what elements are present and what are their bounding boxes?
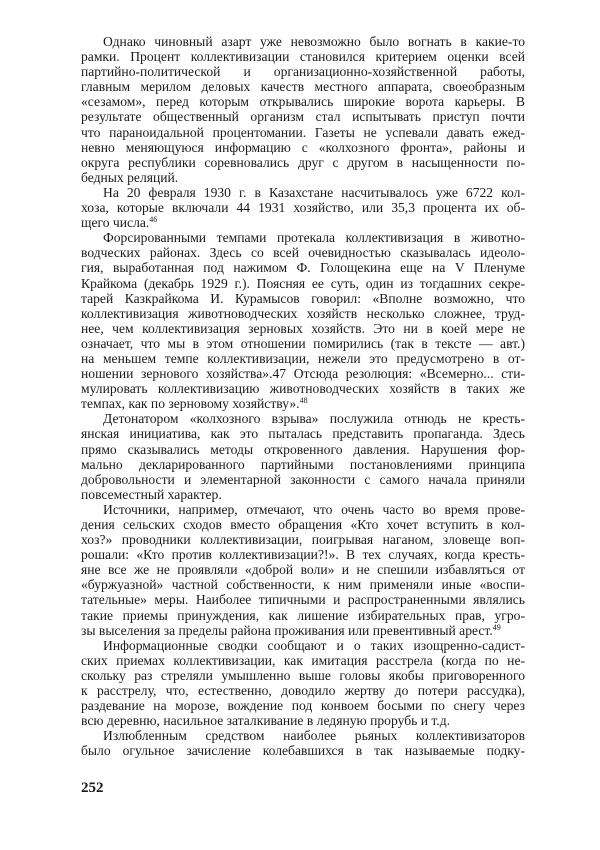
text-line xyxy=(81,502,525,517)
text-line-content: Излюбленным средством наиболее рьяных коллективизаторов xyxy=(103,728,525,744)
text-line-content: щего числа. xyxy=(81,215,150,231)
text-line xyxy=(81,366,525,381)
page-number: 252 xyxy=(81,780,104,796)
text-line-content: На 20 февраля 1930 г. в Казахстане насчитывалось уже 6722 кол- xyxy=(103,184,525,200)
text-line xyxy=(81,200,525,215)
text-line xyxy=(81,34,525,49)
text-line xyxy=(81,426,525,441)
text-line-content: Крайкома (декабрь 1929 г.). Поясняя ее суть, один из тогдашних секре- xyxy=(81,275,525,291)
text-line-content: янская инициатива, как это пыталась представить пропаганда. Здесь xyxy=(81,426,525,442)
text-line-content: на меньшем темпе коллективизации, нежели это предусмотрено в от- xyxy=(81,350,525,366)
text-line-content: Форсированными темпами протекала коллективизация в животно- xyxy=(103,230,525,246)
footnote-reference: 49 xyxy=(492,622,501,632)
text-line xyxy=(81,577,525,592)
text-line xyxy=(81,442,525,457)
text-line-content: что параноидальной процентомании. Газеты не успевали давать ежед- xyxy=(81,124,525,140)
text-line-content: результате общественный организм стал испытывать приступ почти xyxy=(81,109,525,125)
text-line xyxy=(81,713,525,728)
text-line-content: невно меняющуюся информацию с «колхозного фронта», районы и xyxy=(81,139,525,155)
text-line xyxy=(81,517,525,532)
text-line-content: главным мерилом деловых качеств местного аппарата, своеобразным xyxy=(81,79,525,95)
text-line-content: зы выселения за пределы района проживания или превентивный арест. xyxy=(81,622,493,638)
text-line xyxy=(81,230,525,245)
text-line xyxy=(81,743,525,758)
text-line-content: дения сельских сходов вместо обращения «Кто хочет вступить в кол- xyxy=(81,517,525,532)
text-line xyxy=(81,170,525,185)
text-line xyxy=(81,623,525,638)
text-line-content: Однако чиновный азарт уже невозможно было вогнать в какие-то xyxy=(103,34,525,49)
text-line-content: прямо сказывались методы откровенного давления. Нарушения фор- xyxy=(81,441,525,457)
text-line-content: тарей Казкрайкома И. Курамысов говорил: «Вполне возможно, что xyxy=(81,290,525,306)
text-line xyxy=(81,260,525,275)
text-line xyxy=(81,185,525,200)
text-line xyxy=(81,64,525,79)
text-line xyxy=(81,487,525,502)
text-line xyxy=(81,698,525,713)
text-line xyxy=(81,457,525,472)
text-line-content: партийно-политической и организационно-хозяйственной работы, xyxy=(81,64,525,80)
text-line-content: нее, чем коллективизация зерновых хозяйств. Это ни в коей мере не xyxy=(81,320,525,336)
text-line xyxy=(81,49,525,64)
text-line xyxy=(81,155,525,170)
text-line xyxy=(81,728,525,743)
text-line xyxy=(81,109,525,124)
text-line-content: коллективизация животноводческих хозяйств несколько сложнее, труд- xyxy=(81,305,525,321)
text-line-content: к расстрелу, что, естественно, доводило жертву до потери рассудка), xyxy=(81,683,525,699)
text-line xyxy=(81,653,525,668)
text-line xyxy=(81,608,525,623)
text-line xyxy=(81,94,525,109)
text-line-content: повсеместный характер. xyxy=(81,486,222,502)
text-line-content: гия, выработанная под нажимом Ф. Голощекина еще на V Пленуме xyxy=(81,260,525,276)
text-line-content: бедных реляций. xyxy=(81,169,179,185)
text-line-content: такие приемы принуждения, как лишение избирательных прав, угро- xyxy=(81,607,525,623)
text-line xyxy=(81,638,525,653)
text-line xyxy=(81,668,525,683)
text-line-content: мулировать коллективизацию животноводческих хозяйств в таких же xyxy=(81,381,525,397)
text-line xyxy=(81,532,525,547)
text-line xyxy=(81,351,525,366)
text-line-content: темпах, как по зерновому хозяйству». xyxy=(81,396,300,412)
text-line xyxy=(81,79,525,94)
text-line-content: Информационные сводки сообщают и о таких изощренно-садист- xyxy=(103,637,525,653)
text-line xyxy=(81,291,525,306)
text-line xyxy=(81,245,525,260)
footnote-reference: 46 xyxy=(149,215,158,225)
text-line-content: округа республики соревновались друг с другом в насыщенности по- xyxy=(81,154,525,170)
text-line-content: означает, что мы в этом отношении помирились (так в тексте — авт.) xyxy=(81,335,525,351)
text-line-content: рошали: «Кто против коллективизации?!». В тех случаях, когда кресть- xyxy=(81,547,525,563)
text-line-content: водческих районах. Здесь со всей очевидностью сказывалась идеоло- xyxy=(81,245,525,261)
text-line xyxy=(81,547,525,562)
footnote-reference: 48 xyxy=(299,396,308,406)
text-line-content: мально декларированного партийными постановлениями принципа xyxy=(81,456,525,472)
text-line xyxy=(81,140,525,155)
text-line xyxy=(81,125,525,140)
text-line xyxy=(81,321,525,336)
text-line-content: хоз?» проводники коллективизации, поигрывая наганом, зловеще воп- xyxy=(81,532,525,548)
text-line-content: было огульное зачисление колебавшихся в так называемые подку- xyxy=(81,743,525,759)
text-line-content: яне все же не проявляли «доброй воли» и не спешили избавляться от xyxy=(81,562,525,578)
text-line xyxy=(81,562,525,577)
text-line xyxy=(81,396,525,411)
text-line-content: рамки. Процент коллективизации становился критерием оценки всей xyxy=(81,49,525,65)
text-line xyxy=(81,306,525,321)
text-line xyxy=(81,411,525,426)
text-line xyxy=(81,683,525,698)
text-line-content: Детонатором «колхозного взрыва» послужила отнюдь не кресть- xyxy=(103,411,525,427)
text-line-content: скольку раз стреляли умышленно выше головы якобы приговоренного xyxy=(81,667,525,683)
text-line xyxy=(81,381,525,396)
page-body-text xyxy=(81,34,525,759)
text-line-content: добровольности и элементарной законности с самого начала приняли xyxy=(81,471,525,487)
text-line-content: ношении зернового хозяйства».47 Отсюда резолюция: «Всемерно... сти- xyxy=(81,366,525,382)
text-line-content: ских приемах коллективизации, как имитация расстрела (когда по не- xyxy=(81,652,525,668)
text-line-content: тательные» меры. Наиболее типичными и распространенными являлись xyxy=(81,592,525,608)
text-line xyxy=(81,215,525,230)
text-line xyxy=(81,592,525,607)
text-line xyxy=(81,336,525,351)
text-line xyxy=(81,472,525,487)
text-line-content: раздевание на морозе, вождение под конвоем босыми по снегу через xyxy=(81,698,525,714)
text-line-content: «сезамом», перед которым открывались широкие ворота карьеры. В xyxy=(81,94,525,110)
text-line-content: Источники, например, отмечают, что очень часто во время прове- xyxy=(103,501,525,517)
text-line-content: «буржуазной» частной собственности, к ним применяли иные «воспи- xyxy=(81,577,525,593)
text-line-content: хоза, которые включали 44 1931 хозяйство, или 35,3 процента их об- xyxy=(81,200,525,216)
text-line-content: всю деревню, насильное заталкивание в ледяную прорубь и т.д. xyxy=(81,713,451,729)
text-line xyxy=(81,276,525,291)
